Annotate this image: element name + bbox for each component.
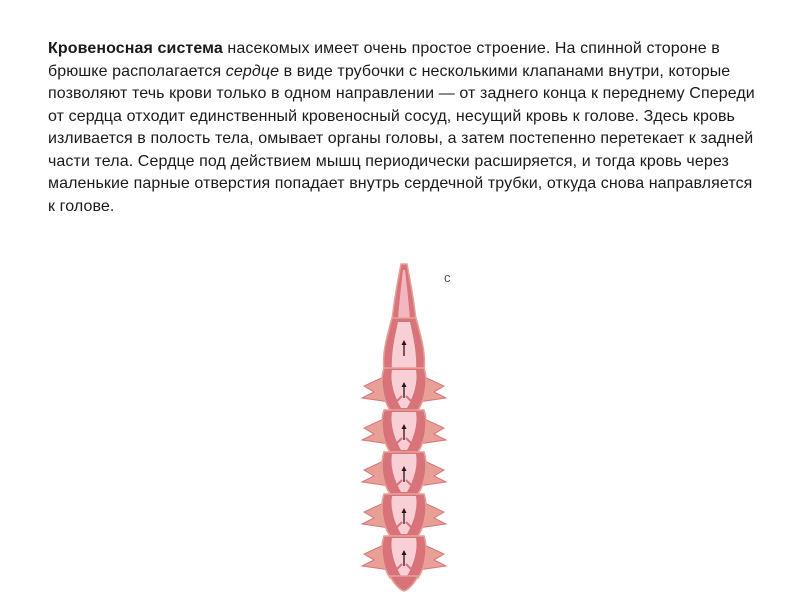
corner-mark: c <box>444 270 450 285</box>
posterior-end <box>390 576 418 591</box>
heart-tube-drawing <box>360 260 450 592</box>
text-part-1: насекомых имеет очень простое строение. На спинной стороне в брюшке располагается <box>48 40 720 80</box>
body-paragraph <box>48 38 764 218</box>
insect-heart-illustration <box>360 260 450 592</box>
text-part-2: в виде трубочки с несколькими клапанами внутри, которые позволяют течь крови только в одном направлении — от заднего конца к переднему Спереди от сердца отходит единственный кровеносный сосуд, несущий кровь к голове. Здесь кровь изливается в полость тела, омывает органы головы, а затем постепенно перетекает к задней части тела. Сердце под действием мышц периодически расширяется, и тогда кровь через маленькие парные отверстия попадает внутрь сердечной трубки, откуда снова направляется к голове. <box>48 62 755 215</box>
term-bold: Кровеносная система <box>48 40 223 57</box>
emphasis-italic: сердце <box>225 62 280 80</box>
heart-tube-group <box>362 264 446 591</box>
